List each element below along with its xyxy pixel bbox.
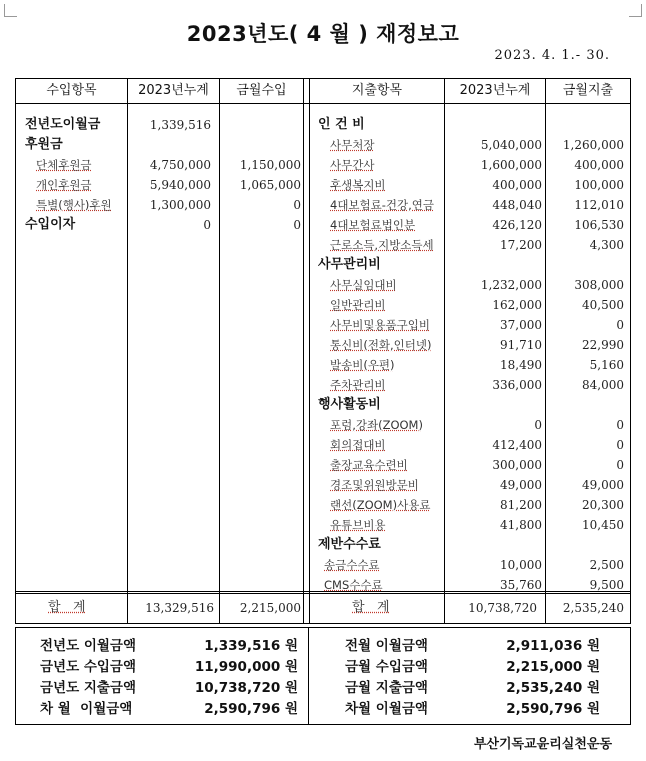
report-period: 2023. 4. 1.- 30.	[494, 48, 610, 63]
income-row	[16, 215, 303, 235]
expense-row	[310, 455, 630, 475]
income-label: 후원금	[25, 137, 63, 152]
expense-month: 49,000	[582, 478, 624, 492]
income-label: 개인후원금	[36, 178, 92, 192]
income-month: 1,150,000	[239, 158, 301, 172]
expense-label: 후생복지비	[330, 178, 386, 192]
expense-month: 9,500	[589, 578, 624, 592]
expense-label: 4대보험료-건강,연금	[330, 198, 434, 212]
expense-row	[310, 275, 630, 295]
expense-cumulative: 37,000	[500, 318, 542, 332]
expense-row	[310, 255, 630, 275]
expense-cumulative: 81,200	[500, 498, 542, 512]
expense-row	[310, 435, 630, 455]
header-expense-item: 지출항목	[351, 83, 403, 98]
summary-right-amount: 2,535,240 원	[506, 680, 600, 696]
expense-month: 40,500	[582, 298, 624, 312]
expense-label: 주차관리비	[330, 378, 386, 392]
header-divider	[16, 103, 630, 104]
organization-name: 부산기독교윤리실천운동	[473, 737, 612, 752]
expense-label: 출장교육수련비	[330, 458, 408, 472]
summary-right-amount: 2,215,000 원	[506, 659, 600, 675]
summary-left-amount: 2,590,796 원	[204, 701, 298, 717]
summary-box	[15, 627, 631, 725]
col-divider	[303, 79, 304, 623]
income-month: 1,065,000	[239, 178, 301, 192]
expense-row	[310, 215, 630, 235]
expense-label: 랜선(ZOOM)사용료	[330, 498, 431, 512]
expense-label: 근로소득,지방소득세	[330, 238, 434, 252]
expense-label: 통신비(전화,인터넷)	[330, 338, 432, 352]
expense-cumulative: 49,000	[500, 478, 542, 492]
expense-cumulative: 1,600,000	[480, 158, 542, 172]
expense-total-label: 합 계	[352, 600, 390, 615]
summary-left-amount: 1,339,516 원	[204, 638, 298, 654]
income-row	[16, 195, 303, 215]
expense-cumulative: 0	[534, 418, 542, 432]
expense-label: 사무실임대비	[330, 278, 397, 292]
expense-row	[310, 135, 630, 155]
expense-label: 4대보험료법인분	[330, 218, 416, 232]
expense-label: 포럼,강좌(ZOOM)	[330, 418, 423, 432]
expense-month: 100,000	[574, 178, 624, 192]
expense-cumulative: 412,400	[492, 438, 542, 452]
summary-left-row	[16, 699, 306, 720]
expense-label: 행사활동비	[318, 397, 381, 412]
summary-right-label: 전월 이월금액	[345, 638, 428, 654]
expense-month: 0	[616, 458, 624, 472]
expense-month: 308,000	[574, 278, 624, 292]
expense-month: 400,000	[574, 158, 624, 172]
expense-month: 22,990	[582, 338, 624, 352]
expense-cumulative: 448,040	[492, 198, 542, 212]
summary-left-label: 금년도 지출금액	[40, 680, 136, 696]
income-total-cumulative: 13,329,516	[145, 601, 214, 615]
expense-row	[310, 375, 630, 395]
expense-month: 1,260,000	[562, 138, 624, 152]
income-total-label: 합 계	[48, 600, 86, 615]
summary-left-row	[16, 678, 306, 699]
summary-right-row	[309, 657, 630, 678]
expense-cumulative: 91,710	[500, 338, 542, 352]
summary-left-label: 차 월 이월금액	[40, 701, 133, 717]
expense-cumulative: 162,000	[492, 298, 542, 312]
expense-month: 0	[616, 418, 624, 432]
expense-label: 제반수수료	[318, 537, 381, 552]
expense-month: 106,530	[574, 218, 624, 232]
header-income-item: 수입항목	[46, 83, 97, 98]
expense-row	[310, 115, 630, 135]
expense-month: 84,000	[582, 378, 624, 392]
expense-row	[310, 555, 630, 575]
income-total-month: 2,215,000	[239, 601, 301, 615]
expense-row	[310, 175, 630, 195]
expense-row	[310, 295, 630, 315]
income-cumulative: 4,750,000	[149, 158, 211, 172]
income-label: 수입이자	[25, 217, 76, 232]
summary-right-row	[309, 678, 630, 699]
expense-label: 발송비(우편)	[330, 358, 395, 372]
income-cumulative: 0	[203, 218, 211, 232]
expense-month: 10,450	[582, 518, 624, 532]
expense-month: 112,010	[574, 198, 624, 212]
summary-left-label: 금년도 수입금액	[40, 659, 136, 675]
expense-cumulative: 336,000	[492, 378, 542, 392]
income-cumulative: 5,940,000	[149, 178, 211, 192]
summary-right-label: 금월 지출금액	[345, 680, 428, 696]
expense-row	[310, 575, 630, 595]
summary-right-label: 차월 이월금액	[345, 701, 428, 717]
expense-row	[310, 155, 630, 175]
expense-label: 송금수수료	[324, 558, 380, 572]
summary-right-row	[309, 636, 630, 657]
expense-month: 4,300	[589, 238, 624, 252]
expense-row	[310, 235, 630, 255]
summary-left-amount: 11,990,000 원	[194, 659, 298, 675]
income-label: 특별(행사)후원	[36, 198, 112, 212]
expense-row	[310, 495, 630, 515]
income-row	[16, 155, 303, 175]
header-expense-cumulative: 2023년누계	[459, 83, 531, 98]
summary-left-row	[16, 657, 306, 678]
income-month: 0	[293, 198, 301, 212]
header-income-month: 금월수입	[236, 83, 287, 98]
expense-cumulative: 17,200	[500, 238, 542, 252]
income-label: 전년도이월금	[25, 117, 101, 132]
header-income-cumulative: 2023년누계	[138, 83, 209, 98]
totals-row	[16, 594, 630, 623]
expense-cumulative: 41,800	[500, 518, 542, 532]
expense-cumulative: 10,000	[500, 558, 542, 572]
income-row	[16, 135, 303, 155]
income-cumulative: 1,339,516	[149, 118, 211, 132]
page-corner-mark-left	[4, 4, 17, 17]
expense-label: 사무비및용품구입비	[330, 318, 430, 332]
expense-cumulative: 300,000	[492, 458, 542, 472]
expense-row	[310, 475, 630, 495]
expense-label: 사무관리비	[318, 257, 381, 272]
expense-label: 사무간사	[330, 158, 375, 172]
income-cumulative: 1,300,000	[149, 198, 211, 212]
expense-row	[310, 355, 630, 375]
summary-right-label: 금월 수입금액	[345, 659, 428, 675]
expense-row	[310, 335, 630, 355]
expense-row	[310, 515, 630, 535]
expense-row	[310, 535, 630, 555]
summary-left-row	[16, 636, 306, 657]
report-title: 2023년도( 4 월 ) 재정보고	[186, 22, 460, 46]
header-expense-month: 금월지출	[562, 83, 614, 98]
expense-label: 회의접대비	[330, 438, 386, 452]
summary-left-label: 전년도 이월금액	[40, 638, 136, 654]
expense-month: 0	[616, 318, 624, 332]
summary-left-amount: 10,738,720 원	[194, 680, 298, 696]
expense-label: 인 건 비	[318, 117, 365, 132]
expense-month: 0	[616, 438, 624, 452]
expense-cumulative: 35,760	[500, 578, 542, 592]
summary-right-amount: 2,590,796 원	[506, 701, 600, 717]
expense-label: 유튜브비용	[330, 518, 386, 532]
income-label: 단체후원금	[36, 158, 92, 172]
expense-month: 2,500	[589, 558, 624, 572]
expense-month: 5,160	[589, 358, 624, 372]
income-row	[16, 175, 303, 195]
page-corner-mark-right	[629, 4, 642, 17]
expense-cumulative: 18,490	[500, 358, 542, 372]
income-row	[16, 115, 303, 135]
summary-right-amount: 2,911,036 원	[506, 638, 600, 654]
expense-cumulative: 400,000	[492, 178, 542, 192]
expense-row	[310, 395, 630, 415]
expense-cumulative: 426,120	[492, 218, 542, 232]
finance-table	[15, 78, 631, 624]
expense-row	[310, 415, 630, 435]
expense-month: 20,300	[582, 498, 624, 512]
expense-label: 경조및위원방문비	[330, 478, 419, 492]
expense-label: CMS수수료	[324, 578, 383, 592]
expense-cumulative: 1,232,000	[480, 278, 542, 292]
expense-row	[310, 195, 630, 215]
expense-total-cumulative: 10,738,720	[468, 601, 537, 615]
expense-cumulative: 5,040,000	[480, 138, 542, 152]
expense-total-month: 2,535,240	[562, 601, 624, 615]
expense-label: 사무처장	[330, 138, 375, 152]
expense-row	[310, 315, 630, 335]
summary-right-row	[309, 699, 630, 720]
income-month: 0	[293, 218, 301, 232]
expense-label: 일반관리비	[330, 298, 386, 312]
